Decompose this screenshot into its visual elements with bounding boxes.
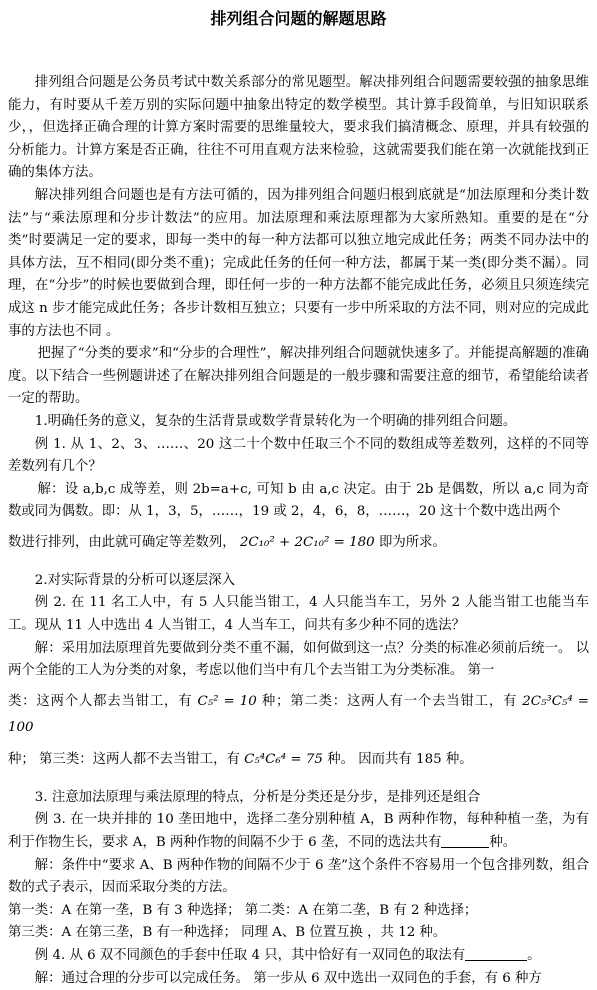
example-3-text: 例 3. 在一块并排的 10 垄田地中，选择二垄分别种植 A，B 两种作物，每种种植一垄，为有利于作物生长，要求 A，B 两种作物的间隔不少于 6 垄，不同的选法共有 — [8, 812, 589, 851]
solution-1-end: 即为所求。 — [378, 534, 446, 550]
formula-2c: C₅⁴C₆⁴ = 75 — [244, 751, 323, 767]
solution-4: 解：通过合理的分步可以完成任务。 第一步从 6 双中选出一双同色的手套，有 6 种方 — [34, 970, 542, 986]
solution-2-text-c: 种； 第三类：这两人都不去当钳工，有 — [8, 751, 240, 767]
example-4 — [8, 945, 589, 968]
formula-2a: C₅² = 10 — [197, 693, 257, 709]
example-3-end: 种。 — [489, 835, 517, 851]
formula-1: 2C₁₀² + 2C₁₀² = 180 — [239, 534, 375, 550]
method-paragraph: 解决排列组合问题也是有方法可循的，因为排列组合问题归根到底就是“加法原理和分类计数法”与“乘法原理和分步计数法”的应用。加法原理和乘法原理都为大家所熟知。重要的是在“分类”时要满足一定的要求，即每一类中的每一种方法都可以独立地完成此任务；两类不同办法中的具体方法，互不相同(即分类不重)；完成此任务的任何一种方法，都属于某一类(即分类不漏）。同理，在“分步”的时候也要做到合理，即任何一步的一种方法都不能完成此任务，必须且只须连续完成这 n 步才能完成此任务；各步计数相互独立；只要有一步中所采取的方法不同，则对应的完成此事的方法也不同 。 — [8, 187, 589, 339]
example-3 — [8, 809, 589, 854]
example-1: 例 1. 从 1、2、3、……、20 这二十个数中任取三个不同的数组成等差数列，这样的不同等差数列有几个？ — [8, 436, 589, 475]
example-4-end: 。 — [527, 948, 541, 963]
solution-2-text-a: 类：这两个人都去当钳工，有 — [8, 693, 193, 709]
formula-2b: 2C₅³C₅⁴ = 100 — [8, 693, 590, 735]
summary-paragraph: 把握了“分类的要求”和“分步的合理性”，解决排列组合问题就快速多了。并能提高解题的准确度。以下结合一些例题讲述了在解决排列组合问题是的一般步骤和需要注意的细节，希望能给读者一定的帮助。 — [8, 346, 589, 407]
example-4-text: 例 4. 从 6 双不同颜色的手套中任取 4 只，其中恰好有一双同色的取法有 — [34, 948, 466, 963]
solution-2-formula-line-2 — [8, 747, 589, 773]
page-title: 排列组合问题的解题思路 — [210, 9, 387, 28]
example-2: 例 2. 在 11 名工人中，有 5 人只能当钳工，4 人只能当车工，另外 2 人能当钳工也能当车工。现从 11 人中选出 4 人当钳工，4 人当车工，问共有多少种不同的选法？ — [8, 595, 589, 634]
solution-2-text-b: 种；第二类：这两人有一个去当钳工，有 — [261, 693, 518, 709]
solution-1: 解：设 a,b,c 成等差，则 2b=a+c, 可知 b 由 a,c 决定。由于 2b 是偶数，所以 a,c 同为奇数或同为偶数。即：从 1，3，5，……，19 或 2，4，6，8，……，20 这十个数中选出两个 — [8, 481, 589, 520]
answer-blank-3 — [441, 833, 489, 848]
case-line-2: 第三类：A 在第三垄，B 有一种选择； 同理 A、B 位置互换 ，共 12 种。 — [8, 925, 447, 941]
solution-3: 解：条件中“要求 A、B 两种作物的间隔不少于 6 垄”这个条件不容易用一个包含排列数，组合数的式子表示，因而采取分类的方法。 — [8, 857, 589, 896]
solution-1-formula-line — [8, 530, 589, 556]
answer-blank-4 — [465, 946, 527, 961]
section-heading-2: 2.对实际背景的分析可以逐层深入 — [34, 572, 236, 588]
intro-paragraph: 排列组合问题是公务员考试中数关系部分的常见题型。解决排列组合问题需要较强的抽象思维能力，有时要从千差万别的实际问题中抽象出特定的数学模型。其计算手段简单，与旧知识联系少，，但选择正确合理的计算方案时需要的思维量较大，要求我们搞清概念、原理，并具有较强的分析能力。计算方案是否正确，往往不可用直观方法来检验，这就需要我们能在第一次就能找到正确的集体方法。 — [8, 75, 589, 181]
section-heading-3: 3. 注意加法原理与乘法原理的特点，分析是分类还是分步，是排列还是组合 — [34, 789, 481, 805]
section-heading-1: 1.明确任务的意义，复杂的生活背景或数学背景转化为一个明确的排列组合问题。 — [34, 413, 517, 429]
solution-2: 解：采用加法原理首先要做到分类不重不漏，如何做到这一点？分类的标准必须前后统一。 以两个全能的工人为分类的对象，考虑以他们当中有几个去当钳工为分类标准。 第一 — [8, 640, 589, 679]
solution-2-formula-line-1 — [8, 689, 589, 741]
solution-1-text: 数进行排列，由此就可确定等差数列， — [8, 534, 236, 550]
solution-2-end: 种。 因而共有 185 种。 — [327, 751, 473, 767]
case-line-1: 第一类：A 在第一垄，B 有 3 种选择； 第二类：A 在第二垄，B 有 2 种选择； — [8, 902, 478, 918]
